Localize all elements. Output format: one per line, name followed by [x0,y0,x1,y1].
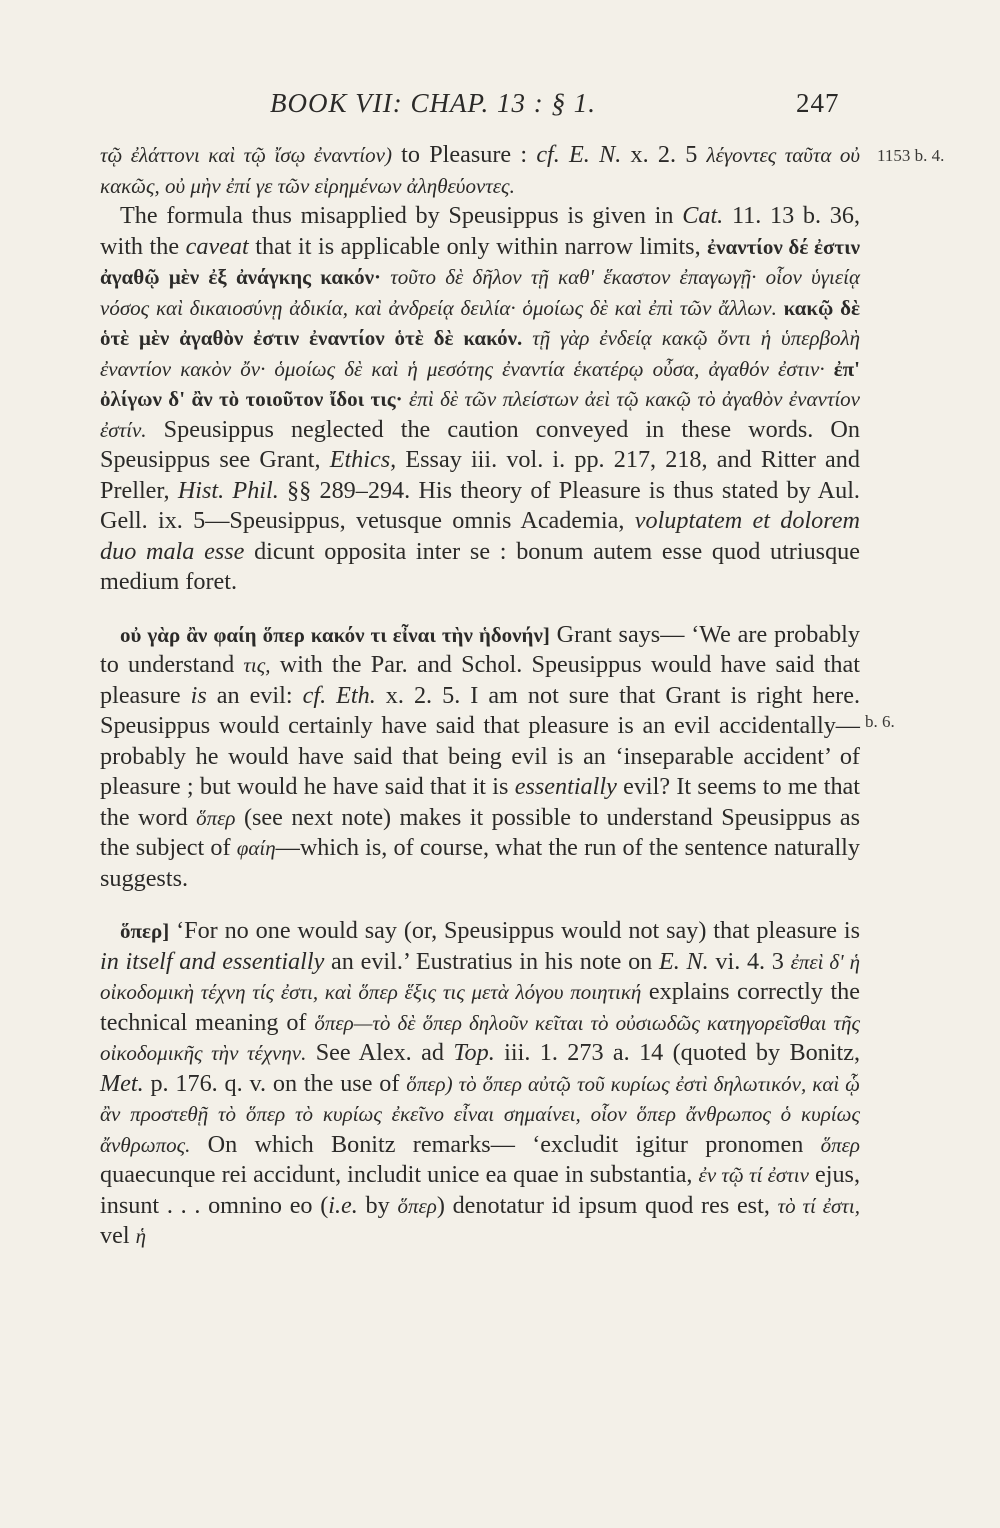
text-run: Speusippus neglected the caution conveyed in these words. On Speusippus see Grant, [100,415,860,473]
greek-quote: λέγοντες ταῦτα οὐ κακῶς, οὐ μὴν ἐπί γε τῶν εἰρημένων ἀληθεύοντες. [100,143,861,198]
greek-lemma: ὅπερ] [120,919,170,943]
greek-word: φαίη [236,836,276,860]
text-run: Essay iii. vol. i. pp. 217, 218, and Ritter and Preller, [100,446,860,504]
margin-reference: b. 6. [865,712,895,731]
italic-latin: voluptatem et dolorem duo mala esse [100,507,860,565]
text-run: explains correctly the technical meaning of [100,978,860,1036]
greek-word: ὅπερ [397,1193,437,1218]
text-run: 11. 13 b. 36, with the [100,202,861,260]
italic-ref: cf. E. N. [536,141,622,168]
greek-quote: τῇ γὰρ ἐνδείᾳ κακῷ ὄντι ἡ ὑπερβολὴ ἐναντίον κακὸν ὄν· ὁμοίως δὲ καὶ ἡ μεσότης ἐναντία ἑκατέρῳ οὖσα, ἀγαθόν ἐστιν· [100,326,860,381]
italic-word: is [190,681,207,709]
greek-quote-bold: ἐναντίον δέ ἐστιν ἀγαθῷ μὲν ἐξ ἀνάγκης κακόν· [100,234,860,289]
running-header [270,88,870,119]
greek-word: ὅπερ [820,1132,860,1157]
text-run: an evil.’ Eustratius in his note on [324,947,659,975]
margin-reference: 1153 b. 4. [877,146,945,165]
text-run: by [357,1191,398,1219]
italic-ref: Ethics, [329,446,397,473]
text-run: p. 176. q. v. on the use of [143,1069,407,1097]
text-run: to Pleasure : [391,141,537,168]
text-run: See Alex. ad [306,1039,454,1066]
italic-ref: Hist. Phil. [177,476,279,504]
greek-quote: ἐν τῷ τί ἐστιν [698,1163,809,1187]
greek-lemma: οὐ γὰρ ἂν φαίη ὅπερ κακόν τι εἶναι τὴν ἡδονήν] [120,622,550,647]
text-run: ejus, insunt . . . omnino eo ( [100,1161,861,1219]
greek-word: ὅπερ [196,805,236,830]
text-run: vi. 4. 3 [708,947,791,975]
text-run: Grant says— ‘We are probably to understand [100,620,860,678]
italic-ref: Met. [100,1069,144,1097]
text-run: The formula thus misapplied by Speusippus is given in [120,202,683,229]
text-run: that it is applicable only within narrow limits, [248,232,708,260]
italic-word: essentially [514,773,617,800]
italic-word: caveat [185,232,249,260]
page-number: 247 [796,88,840,118]
text-run: §§ 289–294. His theory of Pleasure is thus stated by Aul. Gell. ix. 5—Speusippus, vetusque omnis Academia, [100,476,860,534]
text-run: (see next note) makes it possible to understand Speusippus as the subject of [100,803,860,861]
italic-ref: E. N. [658,947,709,975]
greek-word: τις, [243,653,271,677]
greek-word: ἡ [135,1224,147,1248]
text-run: iii. 1. 273 a. 14 (quoted by Bonitz, [494,1039,860,1066]
text-run: ‘For no one would say (or, Speusippus would not say) that pleasure is [169,917,860,944]
text-run: dicunt opposita inter se : bonum autem esse quod utriusque medium foret. [100,537,861,595]
text-run: evil? It seems to me that the word [100,773,860,831]
greek-quote: ὅπερ—τὸ δὲ ὅπερ δηλοῦν κεῖται τὸ οὐσιωδῶς κατηγορεῖσθαι τῆς οἰκοδομικῆς τὴν τέχνην. [100,1010,860,1065]
header-title: BOOK VII: CHAP. 13 : § 1. [270,88,596,118]
italic-word: in itself and essentially [100,947,325,975]
text-run: x. 2. 5 [621,141,707,168]
paragraph-3 [100,620,860,895]
greek-quote: ὅπερ) τὸ ὅπερ αὐτῷ τοῦ κυρίως ἐστὶ δηλωτικόν, καὶ ᾧ ἂν προστεθῇ τὸ ὅπερ τὸ κυρίως ἐκεῖνο εἶναι σημαίνει, οἷον ὅπερ ἄνθρωπος ὁ κυρίως ἄνθρωπος. [100,1071,861,1157]
italic-ref: Top. [453,1039,495,1066]
text-run: x. 2. 5. I am not sure that Grant is right here. Speusippus would certainly have said that pleasure is an evil accidentally—probably he would have said that being evil is an ‘inseparable accident’ of pleasure ; but would he have said that it is [100,681,860,800]
paragraph-2 [100,201,860,598]
greek-quote-bold: ἐπ' ὀλίγων δ' ἂν τὸ τοιοῦτον ἴδοι τις· [100,356,860,411]
paragraph-4 [100,916,860,1252]
text-run: On which Bonitz remarks— ‘excludit igitur pronomen [190,1130,821,1158]
text-run: vel [100,1222,136,1249]
greek-quote-bold: κακῷ δὲ ὁτὲ μὲν ἀγαθὸν ἐστιν ἐναντίον ὁτὲ δὲ κακόν. [100,295,860,350]
italic-ref: Cat. [682,202,724,229]
greek-quote: ἐπεὶ δ' ἡ οἰκοδομικὴ τέχνη τίς ἐστι, καὶ ὅπερ ἕξις τις μετὰ λόγου ποιητική [100,949,860,1004]
greek-quote: τὸ τί ἐστι, [777,1193,860,1218]
main-text [100,140,860,1252]
text-run: ) denotatur id ipsum quod res est, [436,1191,778,1219]
text-run: —which is, of course, what the run of the sentence naturally suggests. [100,834,860,892]
greek-quote: ἐπὶ δὲ τῶν πλείστων ἀεὶ τῷ κακῷ τὸ ἀγαθὸν ἐναντίον ἐστίν. [100,387,860,442]
paragraph-1 [100,140,860,201]
italic-ref: cf. Eth. [302,681,376,709]
text-run: quaecunque rei accidunt, includit unice ea quae in substantia, [100,1161,699,1188]
italic-word: i.e. [328,1191,358,1219]
greek-quote: τοῦτο δὲ δῆλον τῇ καθ' ἕκαστον ἐπαγωγῇ· οἷον ὑγιείᾳ νόσος καὶ δικαιοσύνῃ ἀδικία, καὶ ἀνδρείᾳ δειλία· ὁμοίως δὲ καὶ ἐπὶ τῶν ἄλλων. [100,265,860,320]
text-run: with the Par. and Schol. Speusippus would have said that pleasure [100,651,860,709]
greek-quote: τῷ ἐλάττονι καὶ τῷ ἴσῳ ἐναντίον) [100,143,392,167]
text-run: an evil: [206,681,303,709]
